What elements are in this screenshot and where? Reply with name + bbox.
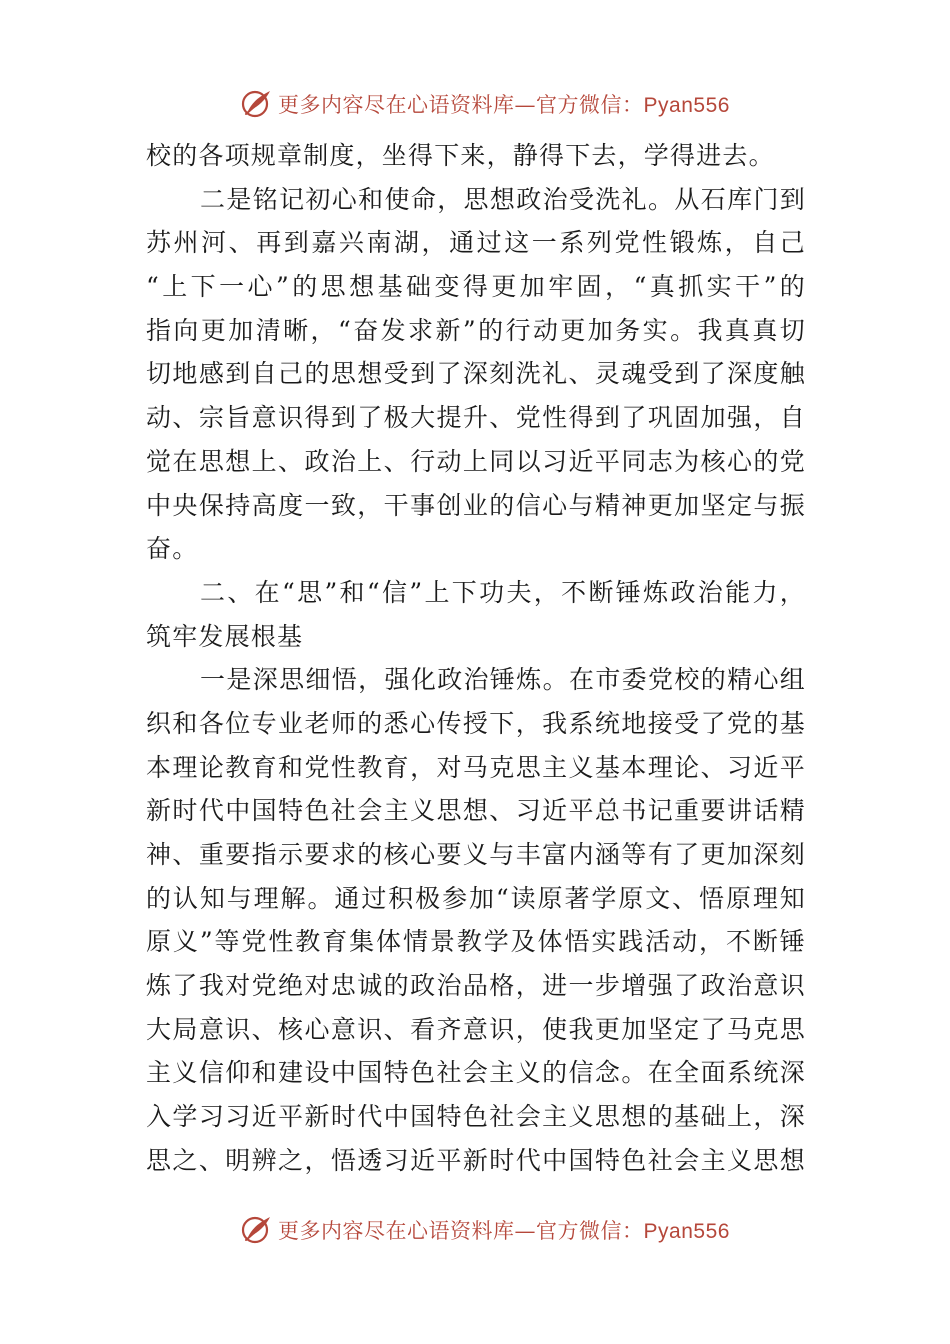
body-line: 奋。 <box>146 534 199 564</box>
section-heading-line: 筑牢发展根基 <box>146 621 304 651</box>
footer-banner <box>0 1210 950 1250</box>
quill-logo-icon <box>240 87 274 121</box>
document-body <box>146 134 806 1183</box>
body-line: 织和各位专业老师的悉心传授下，我系统地接受了党的基 <box>146 708 806 738</box>
body-line: 中央保持高度一致，干事创业的信心与精神更加坚定与振 <box>146 490 806 520</box>
body-line: 切地感到自己的思想受到了深刻洗礼、灵魂受到了深度触 <box>146 359 806 389</box>
footer-banner-text: 更多内容尽在心语资料库—官方微信：Pyan556 <box>278 1219 730 1243</box>
body-line: 神、重要指示要求的核心要义与丰富内涵等有了更加深刻 <box>146 840 806 869</box>
body-line: 校的各项规章制度，坐得下来，静得下去，学得进去。 <box>146 141 775 170</box>
body-line: 入学习习近平新时代中国特色社会主义思想的基础上，深 <box>146 1102 806 1132</box>
body-line: 觉在思想上、政治上、行动上同以习近平同志为核心的党 <box>146 446 806 476</box>
body-line: 指向更加清晰，“奋发求新”的行动更加务实。我真真切 <box>146 315 806 345</box>
body-line: 新时代中国特色社会主义思想、习近平总书记重要讲话精 <box>146 796 806 826</box>
body-line: 思之、明辨之，悟透习近平新时代中国特色社会主义思想 <box>146 1145 806 1175</box>
body-line: 本理论教育和党性教育，对马克思主义基本理论、习近平 <box>146 752 806 782</box>
body-line: “上下一心”的思想基础变得更加牢固，“真抓实干”的 <box>146 272 806 302</box>
body-line: 二是铭记初心和使命，思想政治受洗礼。从石库门到 <box>200 184 806 214</box>
body-line: 炼了我对党绝对忠诚的政治品格，进一步增强了政治意识 <box>146 971 806 1001</box>
body-line: 的认知与理解。通过积极参加“读原著学原文、悟原理知 <box>146 883 806 913</box>
quill-logo-icon <box>240 1213 274 1247</box>
body-line: 原义”等党性教育集体情景教学及体悟实践活动，不断锤 <box>146 927 806 957</box>
body-line: 动、宗旨意识得到了极大提升、党性得到了巩固加强，自 <box>146 403 806 433</box>
section-heading-line: 二、在“思”和“信”上下功夫，不断锤炼政治能力， <box>200 577 806 607</box>
body-line: 主义信仰和建设中国特色社会主义的信念。在全面系统深 <box>146 1058 806 1088</box>
body-line: 苏州河、再到嘉兴南湖，通过这一系列党性锻炼，自己 <box>146 228 806 258</box>
header-banner-text: 更多内容尽在心语资料库—官方微信：Pyan556 <box>278 93 730 117</box>
header-banner <box>0 84 950 124</box>
body-line: 一是深思细悟，强化政治锤炼。在市委党校的精心组 <box>200 665 806 695</box>
body-line: 大局意识、核心意识、看齐意识，使我更加坚定了马克思 <box>146 1014 806 1044</box>
